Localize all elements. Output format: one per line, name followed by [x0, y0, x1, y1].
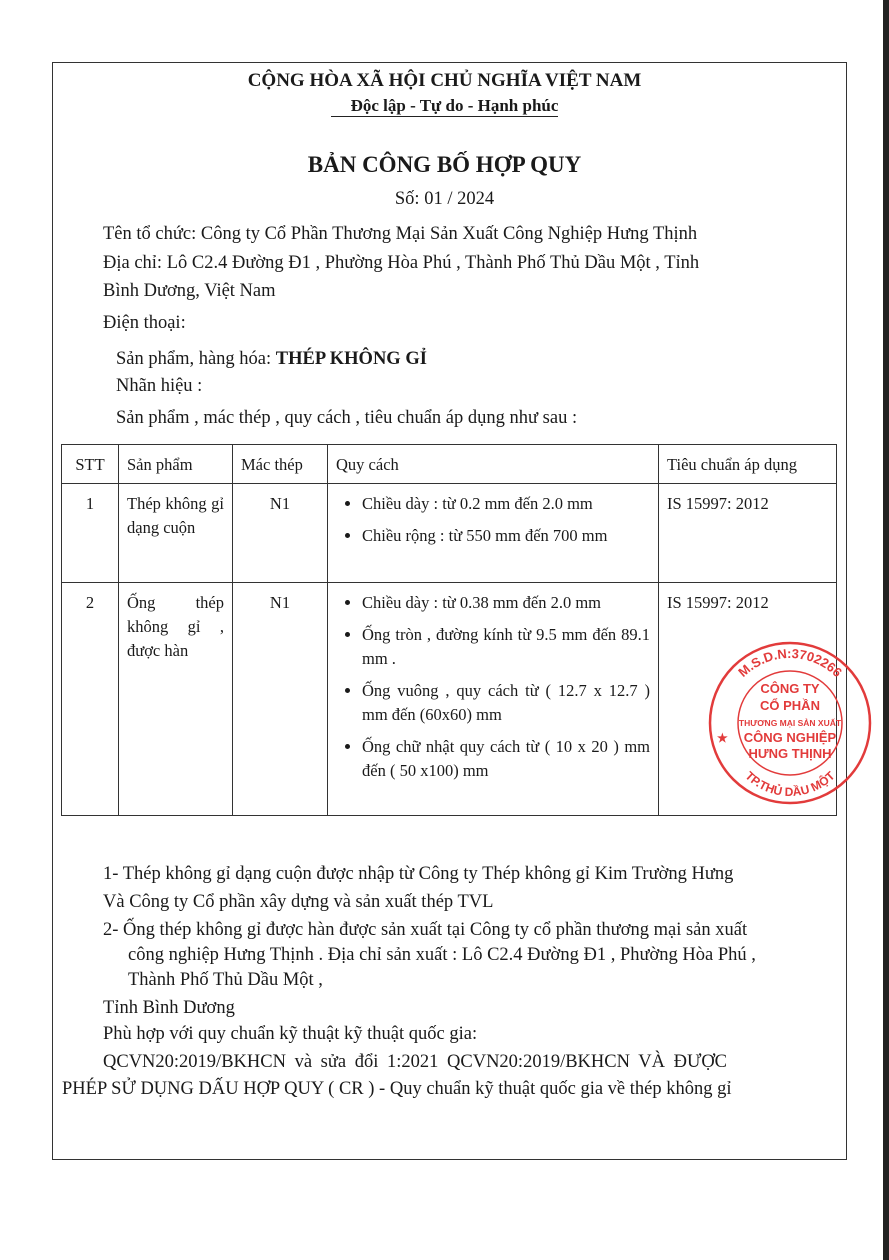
regulation-line-2: PHÉP SỬ DỤNG DẤU HỢP QUY ( CR ) - Quy chuẩn kỹ thuật quốc gia về thép không gỉ	[62, 1079, 732, 1099]
province: Tỉnh Bình Dương	[103, 998, 235, 1018]
seal-text: THƯƠNG MẠI SẢN XUẤT	[738, 718, 842, 728]
note-1-cont: Và Công ty Cổ phần xây dựng và sản xuất thép TVL	[103, 892, 494, 912]
cell-product: Ống thép không gỉ , được hàn	[119, 583, 233, 816]
seal-text: CÔNG TY	[760, 681, 820, 696]
note-2-cont2: Thành Phố Thủ Dầu Một ,	[128, 970, 323, 990]
cell-grade: N1	[233, 583, 328, 816]
brand-line: Nhãn hiệu :	[116, 376, 203, 396]
document-number: Số: 01 / 2024	[394, 189, 495, 209]
scan-edge	[883, 0, 889, 1260]
cell-standard: IS 15997: 2012	[659, 583, 837, 816]
svg-text:M.S.D.N:3702266	[735, 646, 845, 680]
company-seal	[705, 638, 875, 808]
seal-star-icon: ★	[717, 731, 728, 745]
seal-text: CÔNG NGHIỆP	[743, 730, 837, 745]
cell-stt: 2	[62, 583, 119, 816]
spec-item: • Chiều dày : từ 0.38 mm đến 2.0 mm	[362, 591, 650, 615]
cell-grade: N1	[233, 484, 328, 583]
table-intro: Sản phẩm , mác thép , quy cách , tiêu chuẩn áp dụng như sau :	[116, 408, 578, 428]
cell-product: Thép không gỉ dạng cuộn	[119, 484, 233, 583]
spec-item: • Ống tròn , đường kính từ 9.5 mm đến 89.1 mm .	[362, 623, 650, 671]
header-stt: STT	[62, 445, 119, 484]
note-2: 2- Ống thép không gỉ được hàn được sản xuất tại Công ty cổ phần thương mại sản xuất	[103, 920, 748, 940]
conformity-statement: Phù hợp với quy chuẩn kỹ thuật kỹ thuật quốc gia:	[103, 1024, 478, 1044]
org-address-cont: Bình Dương, Việt Nam	[103, 281, 276, 301]
spec-item: • Ống chữ nhật quy cách từ ( 10 x 20 ) mm đến ( 50 x100) mm	[362, 735, 650, 783]
header-product: Sản phẩm	[119, 445, 233, 484]
header-grade: Mác thép	[233, 445, 328, 484]
table-row	[62, 484, 837, 583]
cell-specs	[328, 484, 659, 583]
seal-ring-top: M.S.D.N:3702266	[735, 645, 845, 680]
cell-standard: IS 15997: 2012	[659, 484, 837, 583]
spec-item: • Chiều rộng : từ 550 mm đến 700 mm	[362, 524, 650, 548]
cell-specs	[328, 583, 659, 816]
document-title: BẢN CÔNG BỐ HỢP QUY	[307, 152, 582, 177]
org-phone: Điện thoại:	[103, 313, 186, 333]
table-header-row	[62, 445, 837, 484]
product-line: Sản phẩm, hàng hóa: THÉP KHÔNG GỈ	[116, 349, 427, 369]
seal-text: HƯNG THỊNH	[748, 746, 832, 761]
header-specs: Quy cách	[328, 445, 659, 484]
note-1: 1- Thép không gỉ dạng cuộn được nhập từ Công ty Thép không gỉ Kim Trường Hưng	[103, 864, 734, 884]
spec-item: • Chiều dày : từ 0.2 mm đến 2.0 mm	[362, 492, 650, 516]
regulation-line-1: QCVN20:2019/BKHCN và sửa đổi 1:2021 QCVN20:2019/BKHCN VÀ ĐƯỢC	[103, 1052, 728, 1072]
note-2-cont: công nghiệp Hưng Thịnh . Địa chỉ sản xuất : Lô C2.4 Đường Đ1 , Phường Hòa Phú ,	[128, 945, 756, 965]
org-address: Địa chỉ: Lô C2.4 Đường Đ1 , Phường Hòa Phú , Thành Phố Thủ Dầu Một , Tỉnh	[103, 253, 700, 273]
cell-stt: 1	[62, 484, 119, 583]
motto: Độc lập - Tự do - Hạnh phúc	[0, 96, 889, 116]
seal-ring-bottom: TP.THỦ DẦU MỘT	[742, 768, 838, 800]
spec-item: • Ống vuông , quy cách từ ( 12.7 x 12.7 ) mm đến (60x60) mm	[362, 679, 650, 727]
nation-heading: CỘNG HÒA XÃ HỘI CHỦ NGHĨA VIỆT NAM	[247, 70, 642, 91]
seal-text: CỔ PHẦN	[760, 698, 820, 713]
header-standard: Tiêu chuẩn áp dụng	[659, 445, 837, 484]
org-name: Tên tổ chức: Công ty Cổ Phần Thương Mại Sản Xuất Công Nghiệp Hưng Thịnh	[103, 224, 698, 244]
